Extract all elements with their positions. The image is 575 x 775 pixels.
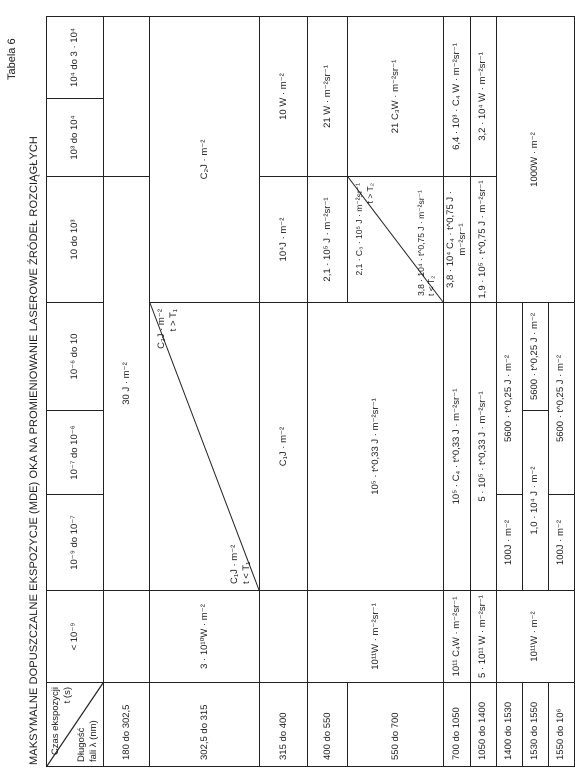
- value-cell: 3,2 · 10⁴ W · m⁻²sr⁻¹: [470, 17, 496, 177]
- table-row: [496, 17, 522, 767]
- diag-top-condition: t > T₂: [364, 183, 375, 204]
- value-cell: 5 · 10⁵ · t^0,33 J · m⁻²sr⁻¹: [470, 303, 496, 591]
- time-header: 10⁻⁷ do 10⁻⁶: [47, 411, 104, 495]
- table-title: MAKSYMALNE DOPUSZCZALNE EKSPOZYCJE (MDE) OKA NA PROMIENIOWANIE LASEROWE ŹRÓDEŁ ROZCIĄGŁYCH: [28, 136, 40, 765]
- time-label: Czas ekspozycji: [50, 687, 61, 756]
- wavelength-cell: 400 do 550: [308, 683, 348, 767]
- value-cell: 21 C₃W · m⁻²sr⁻¹: [348, 17, 444, 177]
- value-cell: 5600 · t^0,25 J · m⁻²: [548, 303, 574, 495]
- wavelength-cell: 700 do 1050: [444, 683, 471, 767]
- time-header: 10⁻⁶ do 10: [47, 303, 104, 411]
- wavelength-cell: 1050 do 1400: [470, 683, 496, 767]
- time-header: 10³ do 10⁴: [47, 99, 104, 177]
- value-cell: 10¹¹W · m⁻²: [496, 591, 574, 683]
- value-cell: 10 W · m⁻²: [260, 17, 308, 177]
- table-row: [470, 17, 496, 767]
- table-row: [308, 17, 348, 767]
- diag-bottom-value: 3,8 · 10⁴ · t^0,75 J · m⁻²sr⁻¹: [415, 190, 426, 296]
- value-cell: 10⁴J · m⁻²: [260, 177, 308, 303]
- wavelength-cell: 550 do 700: [348, 683, 444, 767]
- value-cell: 10⁵ · t^0,33 J · m⁻²sr⁻¹: [308, 303, 444, 591]
- diagonal-cell: [348, 177, 444, 303]
- value-cell: 100J · m⁻²: [496, 495, 522, 591]
- mde-table: [46, 16, 575, 767]
- value-cell: C₁J · m⁻²: [260, 303, 308, 591]
- diag-bottom-condition: t < T₁: [241, 561, 253, 584]
- wavelength-cell: 1530 do 1550: [522, 683, 548, 767]
- diag-top-value: C₂J · m⁻²: [156, 309, 167, 349]
- value-cell: 1000W · m⁻²: [496, 17, 574, 303]
- value-cell: 100J · m⁻²: [548, 495, 574, 591]
- value-cell: 3,8 · 10⁴ C₄ · t^0,75 J · m⁻²sr⁻¹: [444, 177, 471, 303]
- diag-bottom-condition: t < T₂: [426, 275, 437, 296]
- empty-cell: [104, 591, 150, 683]
- header-row: [47, 17, 104, 767]
- time-header: 10⁻⁹ do 10⁻⁷: [47, 495, 104, 591]
- time-header: 10⁴ do 3 · 10⁴: [47, 17, 104, 99]
- value-cell: 10¹¹ C₄W · m⁻²sr⁻¹: [444, 591, 471, 683]
- value-cell: 1,9 · 10⁵ · t^0,75 J · m⁻²sr⁻¹: [470, 177, 496, 303]
- value-cell: 30 J · m⁻²: [104, 177, 150, 591]
- value-cell: 2,1 · 10⁵ J · m⁻²sr⁻¹: [308, 177, 348, 303]
- value-cell: 6,4 · 10³ · C₄ W · m⁻²sr⁻¹: [444, 17, 471, 177]
- value-cell: 3 · 10¹⁰W · m⁻²: [150, 591, 260, 683]
- wavelength-unit: fali λ (nm): [88, 720, 100, 762]
- table-number-label: Tabela 6: [6, 38, 18, 80]
- diag-top-condition: t > T₁: [167, 309, 179, 332]
- wavelength-cell: 315 do 400: [260, 683, 308, 767]
- value-cell: 10⁵ · C₄ · t^0,33 J · m⁻²sr⁻¹: [444, 303, 471, 591]
- value-cell: 5600 · t^0,25 J · m⁻²: [522, 303, 548, 411]
- wavelength-cell: 180 do 302,5: [104, 683, 150, 767]
- value-cell: 5600 · t^0,25 J · m⁻²: [496, 303, 522, 495]
- diagonal-cell: [150, 303, 260, 591]
- empty-cell: [260, 591, 308, 683]
- corner-header: [47, 683, 104, 767]
- table-row: [104, 17, 150, 767]
- diag-top-value: 2,1 · C₃ · 10⁵ J · m⁻²sr⁻¹: [354, 183, 364, 276]
- value-cell: C₂J · m⁻²: [150, 17, 260, 303]
- value-cell: 10¹¹W · m⁻²sr⁻¹: [308, 591, 444, 683]
- value-cell: 5 · 10¹¹ W · m⁻²sr⁻¹: [470, 591, 496, 683]
- wavelength-label: Długość: [76, 727, 88, 762]
- wavelength-cell: 1550 do 10⁶: [548, 683, 574, 767]
- empty-cell: [104, 17, 150, 177]
- time-header: < 10⁻⁹: [47, 591, 104, 683]
- table-row: [260, 17, 308, 767]
- table-row: [150, 17, 260, 767]
- wavelength-cell: 302,5 do 315: [150, 683, 260, 767]
- table-row: [444, 17, 471, 767]
- time-header: 10 do 10³: [47, 177, 104, 303]
- time-unit: t (s): [61, 687, 73, 704]
- value-cell: 1,0 · 10⁴ J · m⁻²: [522, 411, 548, 591]
- wavelength-cell: 1400 do 1530: [496, 683, 522, 767]
- diag-bottom-value: C₁J · m⁻²: [229, 544, 241, 584]
- value-cell: 21 W · m⁻²sr⁻¹: [308, 17, 348, 177]
